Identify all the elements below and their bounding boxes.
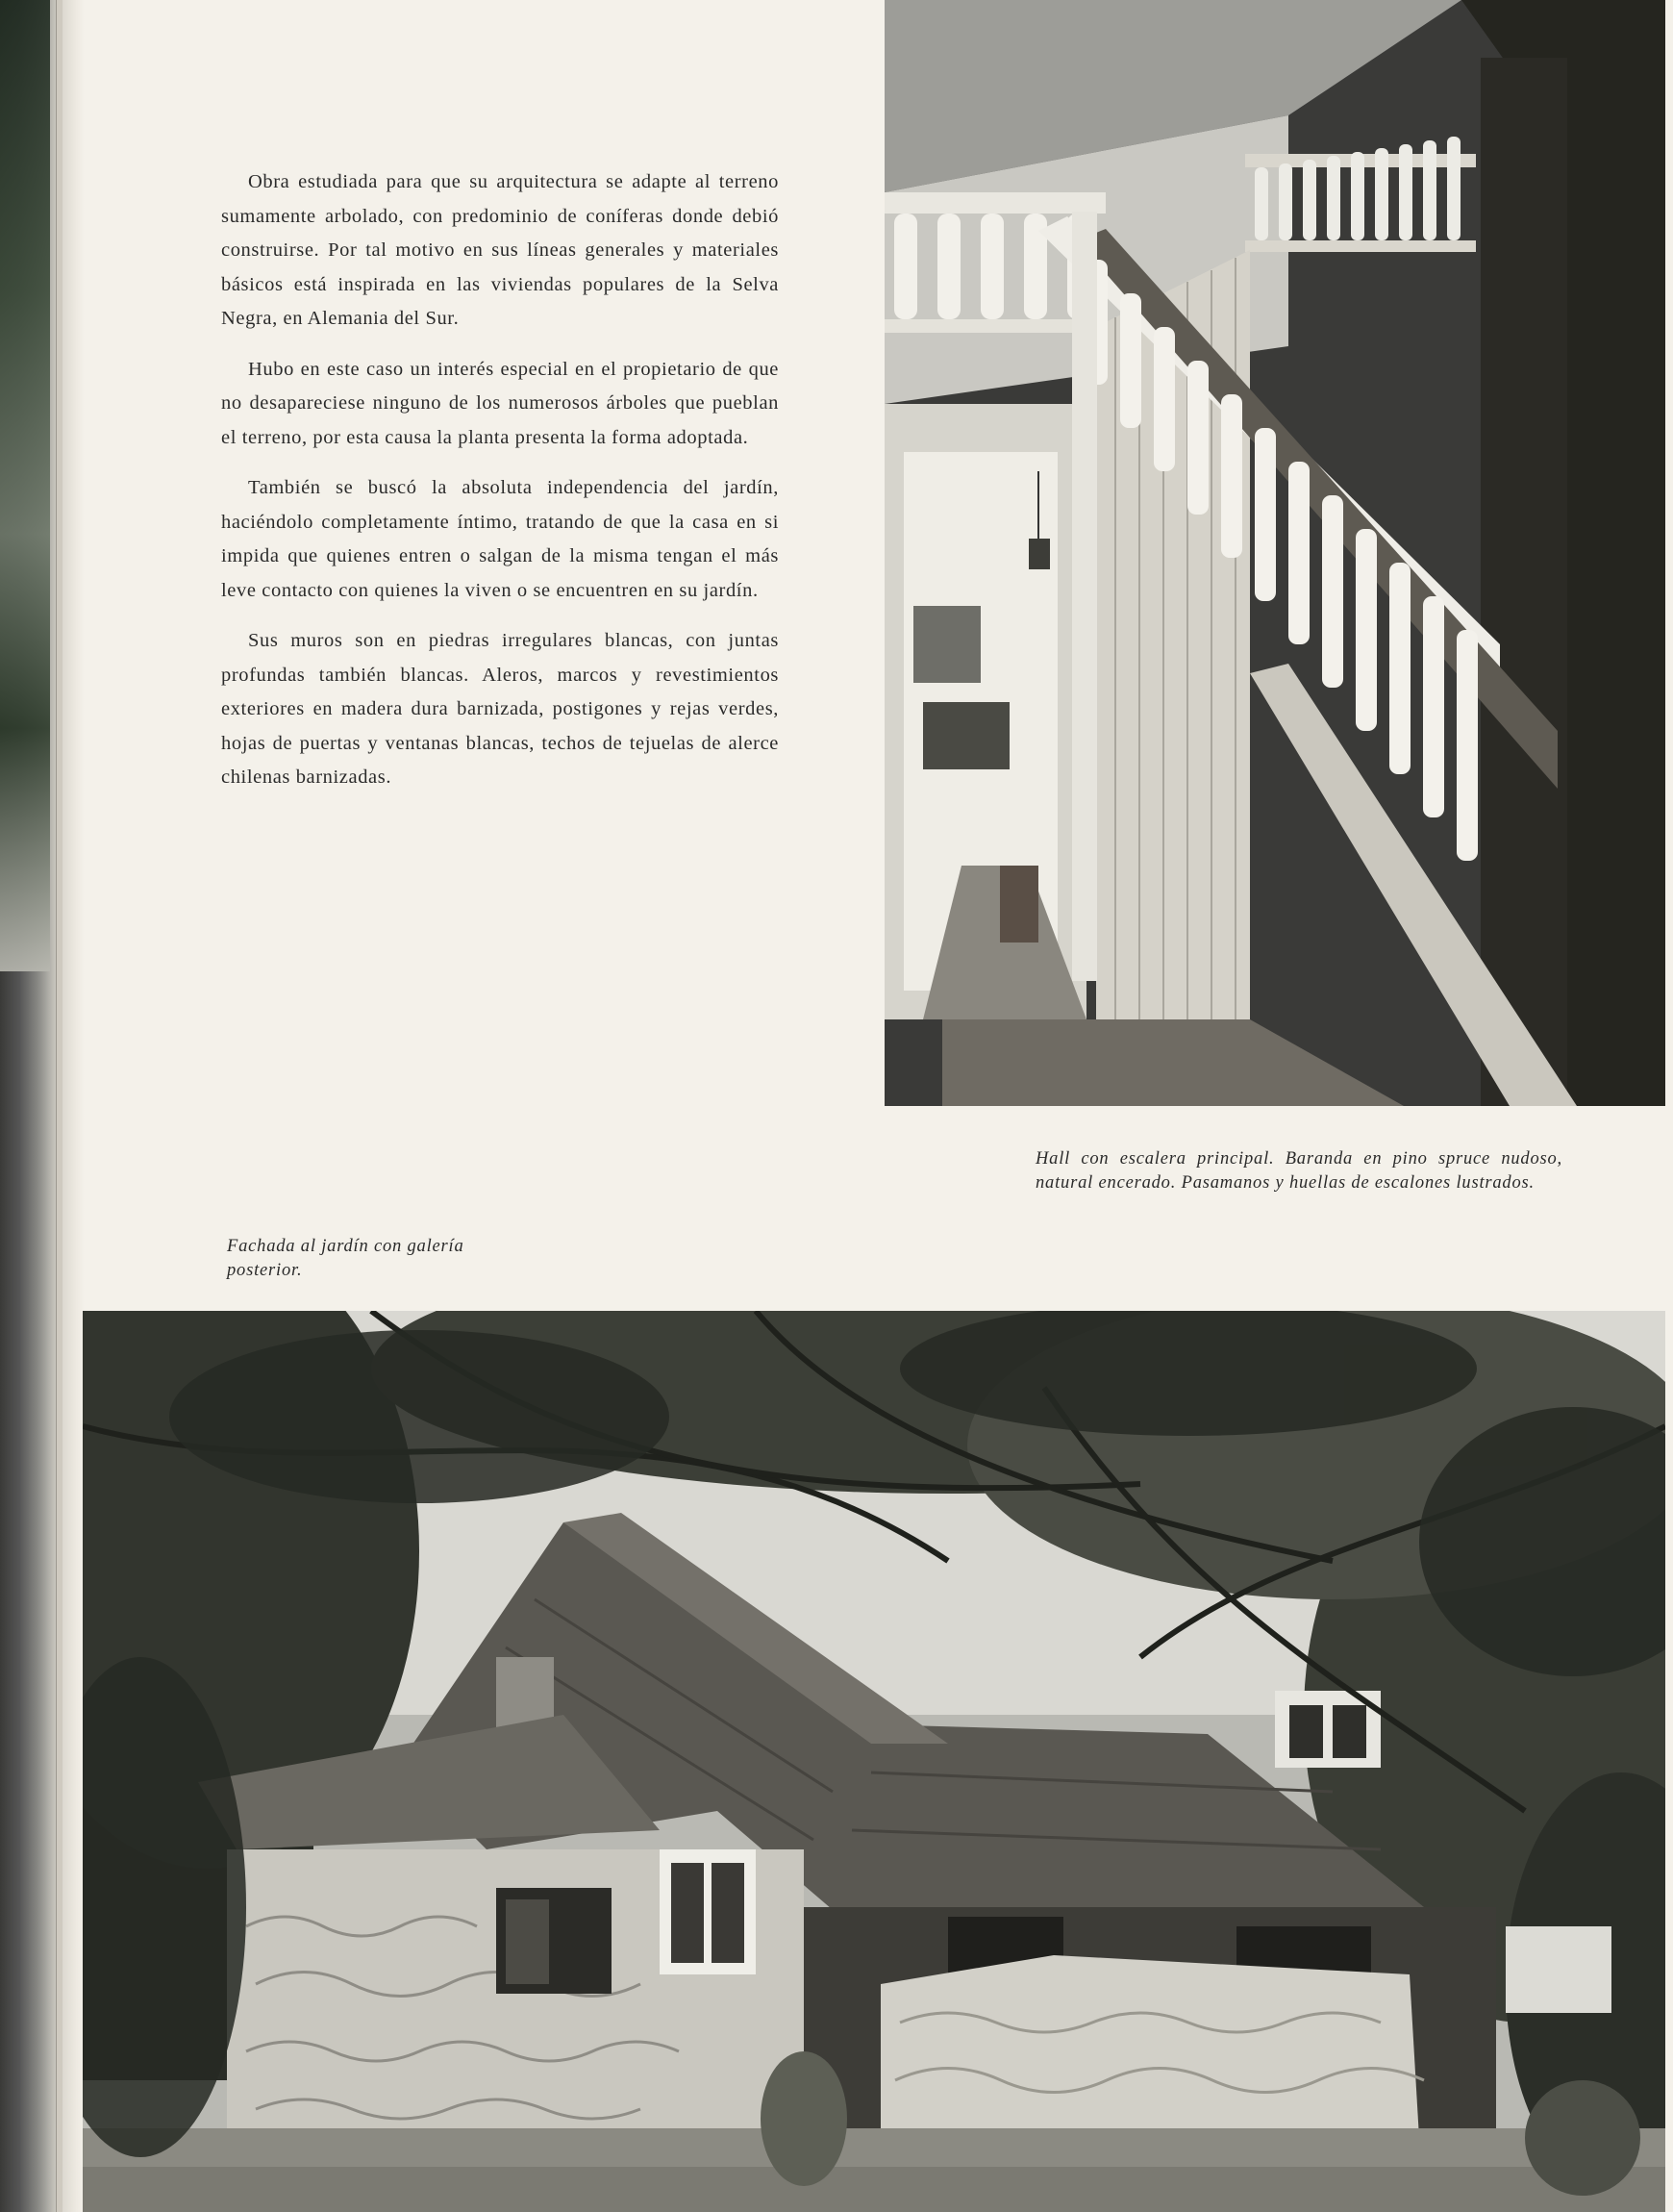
paragraph: Sus muros son en piedras irregulares blancas, con juntas profundas también blancas. Aleros, marcos y revestimientos exteriores en madera dura barnizada, postigones y rejas verdes, hojas de puertas y ventanas blancas, techos de tejuelas de alerce chilenas barnizadas. (221, 630, 779, 788)
article-body (221, 165, 779, 812)
staircase-caption: Hall con escalera principal. Baranda en pino spruce nudoso, natural encerado. Pasamanos y huellas de escalones lustrados. (1036, 1149, 1562, 1193)
paragraph: También se buscó la absoluta independencia del jardín, haciéndolo completamente íntimo, tratando de que la casa en si impida que quienes entren o salgan de la misma tengan el más leve contacto con quienes la viven o se encuentren en su jardín. (221, 477, 779, 601)
staircase-photo-drawing (885, 0, 1665, 1106)
previous-page-photo-edge (0, 0, 50, 971)
staircase-photo (885, 0, 1665, 1106)
book-gutter (0, 0, 85, 2212)
paragraph: Hubo en este caso un interés especial en el propietario de que no desapareciese ninguno de los numerosos árboles que pueblan el terreno, por esta causa la planta presenta la forma adoptada. (221, 358, 779, 448)
paragraph: Obra estudiada para que su arquitectura se adapte al terreno sumamente arbolado, con predominio de coníferas donde debió construirse. Por tal motivo en sus líneas generales y materiales básicos está inspirada en las viviendas populares de la Selva Negra, en Alemania del Sur. (221, 171, 779, 329)
facade-photo (83, 1311, 1665, 2212)
page-edge (56, 0, 62, 2212)
facade-photo-drawing (83, 1311, 1665, 2212)
facade-caption: Fachada al jardín con galería posterior. (227, 1237, 464, 1280)
